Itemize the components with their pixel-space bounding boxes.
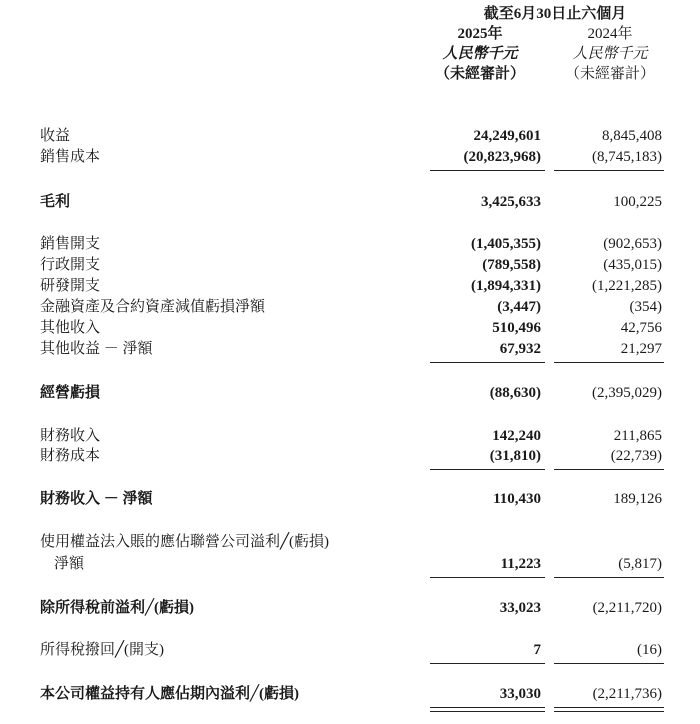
value-2024: (435,015): [603, 257, 662, 273]
value-2025: 142,240: [492, 428, 541, 444]
table-row: [0, 598, 700, 618]
value-2024: 8,845,408: [602, 128, 662, 144]
row-label: 銷售開支: [40, 236, 101, 252]
subtotal-rule: [430, 362, 545, 363]
row-label: 收益: [40, 128, 71, 144]
row-label: 毛利: [40, 194, 71, 210]
value-2025: (789,558): [482, 257, 541, 273]
value-2025: 110,430: [493, 491, 541, 507]
column-2024-year: 2024年: [587, 26, 633, 42]
row-label: 銷售成本: [40, 149, 101, 165]
subtotal-rule: [554, 170, 664, 171]
table-row: [0, 147, 700, 167]
value-2024: (16): [637, 642, 662, 658]
column-2025-header: [420, 24, 540, 84]
value-2024: (1,221,285): [592, 278, 662, 294]
table-row: [0, 426, 700, 446]
value-2025: (31,810): [489, 448, 541, 464]
period-heading: 截至6月30日止六個月: [483, 6, 627, 22]
subtotal-rule: [554, 469, 664, 470]
value-2025: (3,447): [497, 299, 541, 315]
value-2024: (2,211,736): [592, 686, 662, 702]
value-2025: 33,030: [499, 686, 541, 702]
subtotal-rule: [430, 663, 545, 664]
value-2025: 33,023: [499, 600, 541, 616]
total-double-rule: [554, 707, 664, 712]
value-2025: 67,932: [499, 341, 541, 357]
row-label: 財務收入: [40, 428, 101, 444]
table-row: [0, 383, 700, 403]
value-2024: (354): [629, 299, 662, 315]
value-2024: (902,653): [603, 236, 662, 252]
row-label: 其他收入: [40, 320, 101, 336]
value-2024: (2,211,720): [592, 600, 662, 616]
column-2025-year: 2025年: [457, 26, 503, 42]
total-double-rule: [430, 707, 545, 712]
row-label: 行政開支: [40, 257, 101, 273]
table-row: [0, 126, 700, 146]
value-2024: (22,739): [610, 448, 662, 464]
value-2024: 100,225: [613, 194, 662, 210]
row-label: 使用權益法入賬的應佔聯營公司溢利╱(虧損): [40, 534, 330, 550]
value-2024: (5,817): [618, 556, 662, 572]
value-2025: (1,405,355): [471, 236, 541, 252]
value-2025: 11,223: [500, 556, 541, 572]
value-2024: (2,395,029): [592, 385, 662, 401]
subtotal-rule: [430, 170, 545, 171]
value-2025: (20,823,968): [463, 149, 541, 165]
row-label: 財務成本: [40, 448, 101, 464]
table-row: [0, 640, 700, 660]
row-label: 所得稅撥回╱(開支): [40, 642, 165, 658]
value-2025: 510,496: [492, 320, 541, 336]
value-2024: 211,865: [613, 428, 662, 444]
row-label: 本公司權益持有人應佔期內溢利╱(虧損): [40, 686, 300, 702]
value-2025: 7: [533, 642, 541, 658]
table-row: [0, 446, 700, 466]
column-2025-audit: （未經審計）: [434, 66, 525, 82]
table-row: [0, 318, 700, 338]
table-row: [0, 532, 700, 552]
value-2024: (8,745,183): [592, 149, 662, 165]
table-row: [0, 234, 700, 254]
table-row: [0, 192, 700, 212]
row-label: 淨額: [54, 556, 85, 572]
row-label: 經營虧損: [40, 385, 101, 401]
value-2025: 3,425,633: [481, 194, 541, 210]
value-2024: 42,756: [620, 320, 662, 336]
value-2024: 21,297: [620, 341, 662, 357]
value-2025: (88,630): [489, 385, 541, 401]
table-row: [0, 684, 700, 704]
subtotal-rule: [430, 577, 545, 578]
row-label: 財務收入 － 淨額: [40, 491, 153, 507]
row-label: 研發開支: [40, 278, 101, 294]
table-row: [0, 554, 700, 574]
table-row: [0, 297, 700, 317]
subtotal-rule: [554, 362, 664, 363]
table-row: [0, 276, 700, 296]
column-2024-currency: 人民幣千元: [572, 46, 648, 62]
row-label: 其他收益 － 淨額: [40, 341, 153, 357]
value-2024: 189,126: [613, 491, 662, 507]
table-row: [0, 255, 700, 275]
row-label: 金融資產及合約資產減值虧損淨額: [40, 299, 266, 315]
column-2025-currency: 人民幣千元: [442, 46, 518, 62]
value-2025: 24,249,601: [473, 128, 541, 144]
value-2025: (1,894,331): [471, 278, 541, 294]
subtotal-rule: [554, 577, 664, 578]
column-2024-audit: （未經審計）: [564, 66, 655, 82]
column-2024-header: [550, 24, 670, 84]
table-row: [0, 339, 700, 359]
row-label: 除所得稅前溢利╱(虧損): [40, 600, 195, 616]
table-row: [0, 489, 700, 509]
subtotal-rule: [554, 663, 664, 664]
subtotal-rule: [430, 469, 545, 470]
